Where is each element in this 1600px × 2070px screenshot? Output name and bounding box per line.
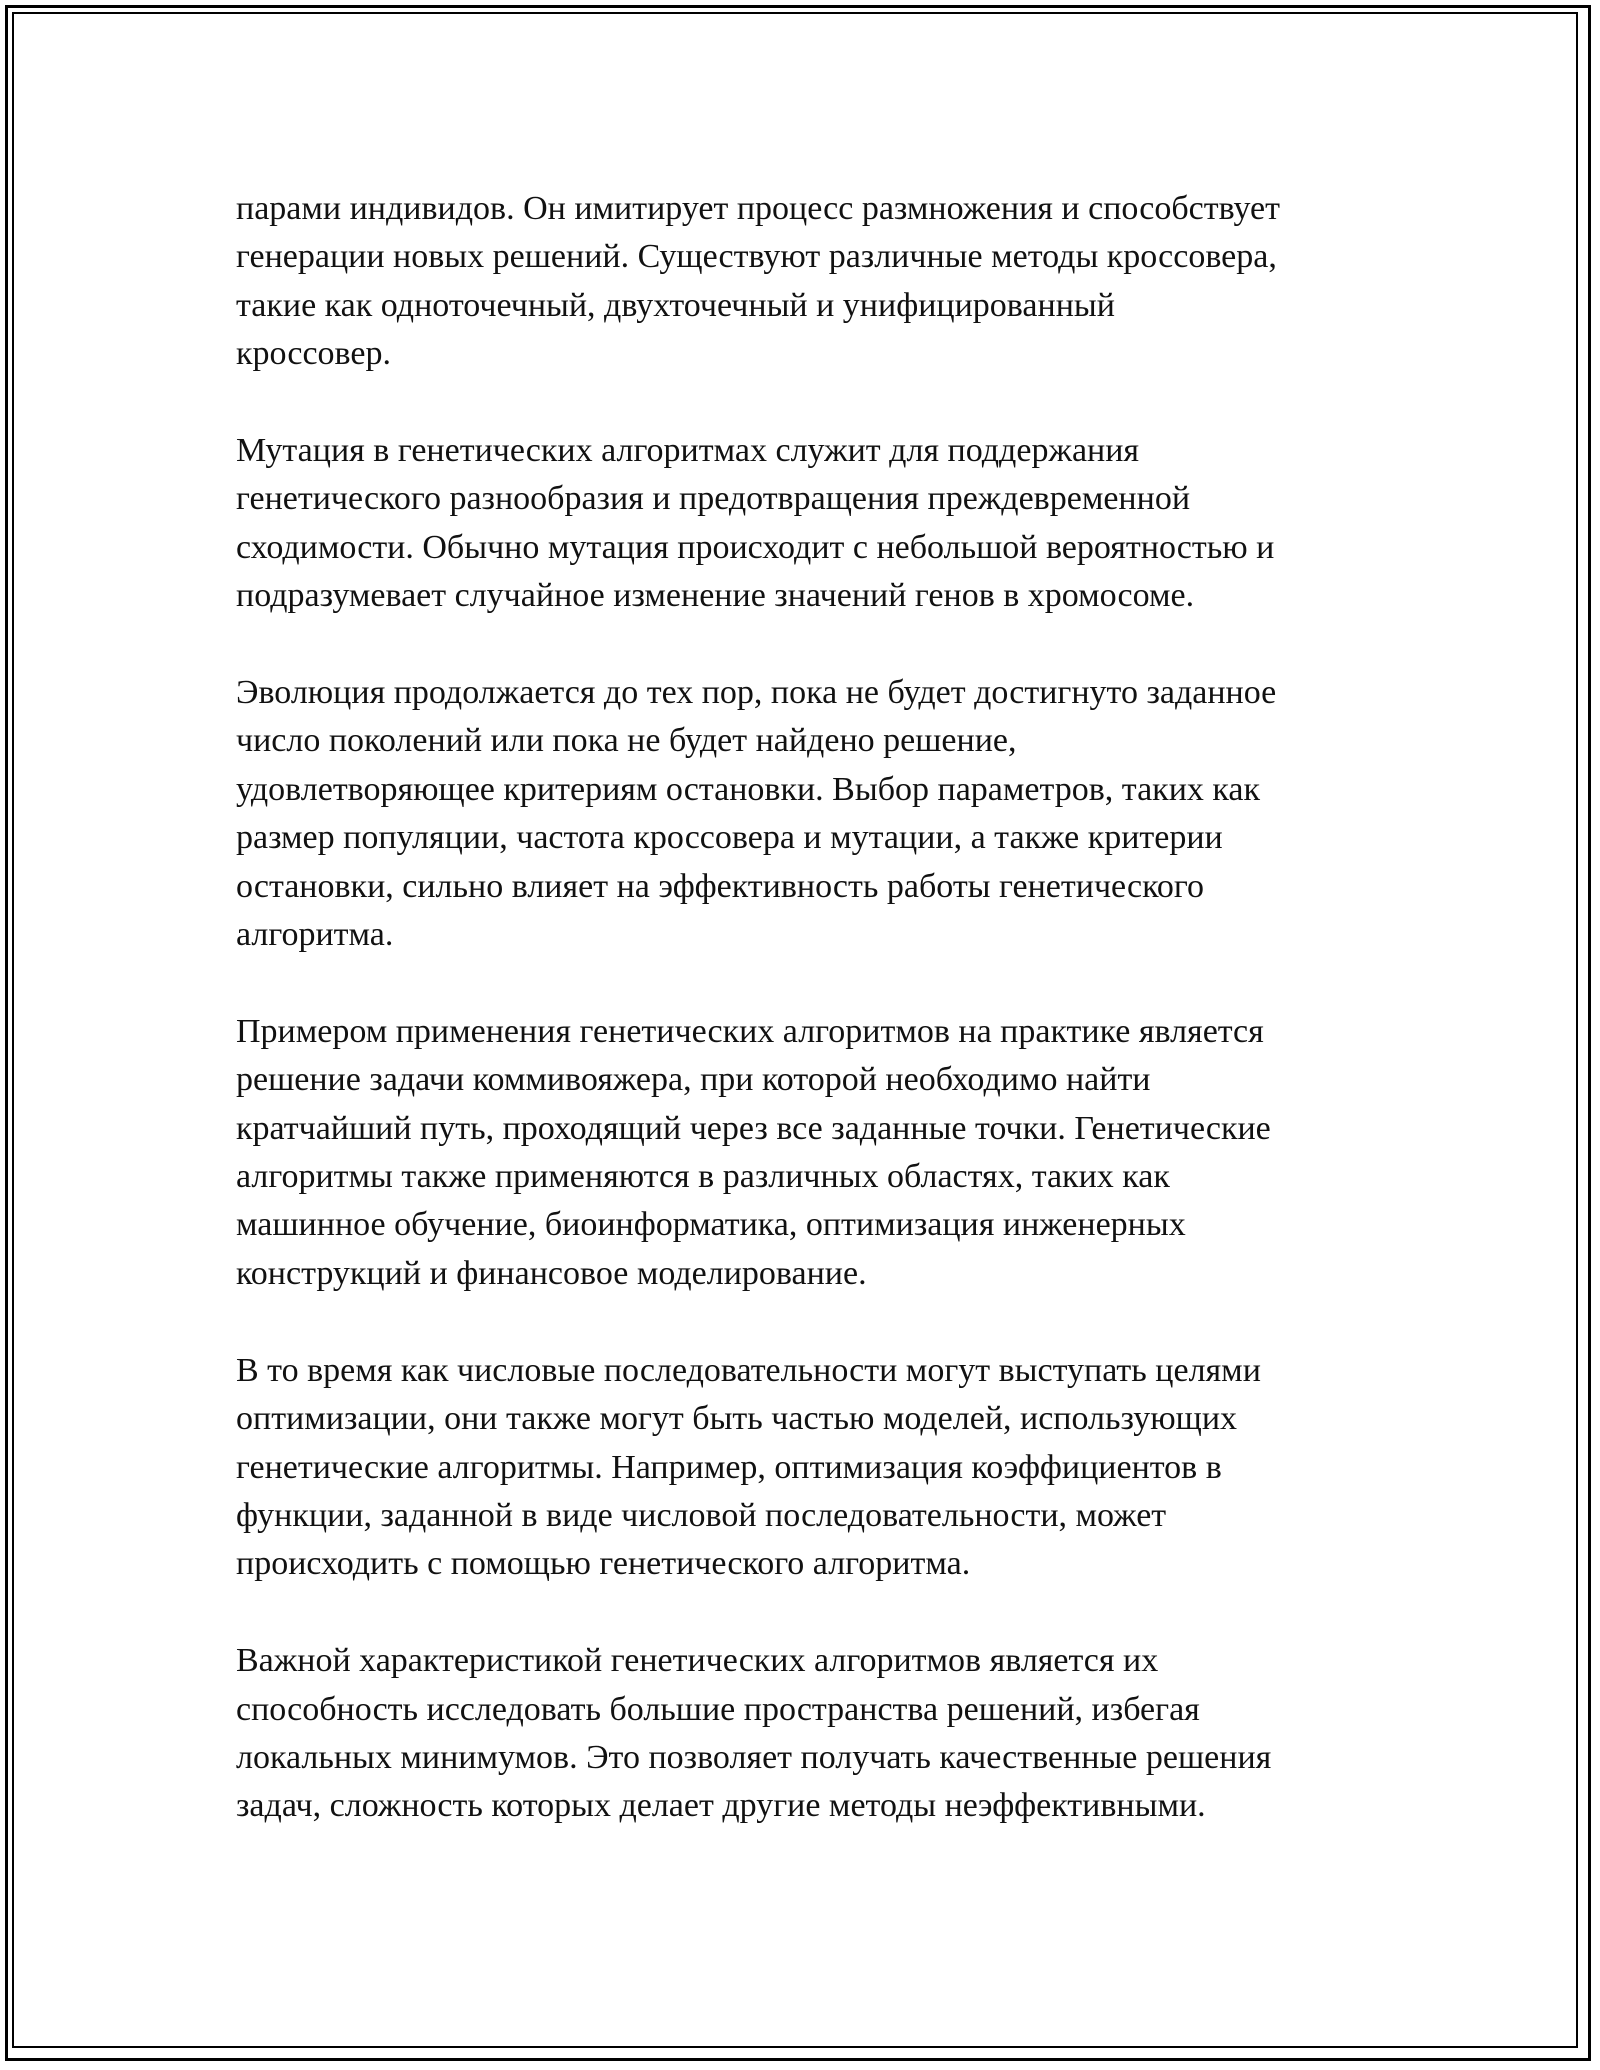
text-line: сходимости. Обычно мутация происходит с небольшой вероятностью и xyxy=(236,528,1275,566)
paragraph-characteristics xyxy=(236,1637,1396,1831)
text-line: кратчайший путь, проходящий через все заданные точки. Генетические xyxy=(236,1109,1271,1147)
text-line: остановки, сильно влияет на эффективность работы генетического xyxy=(236,867,1204,905)
text-line: решение задачи коммивояжера, при которой необходимо найти xyxy=(236,1061,1151,1099)
text-line: подразумевает случайное изменение значений генов в хромосоме. xyxy=(236,577,1195,615)
text-line: оптимизации, они также могут быть частью моделей, использующих xyxy=(236,1400,1238,1438)
text-line: парами индивидов. Он имитирует процесс размножения и способствует xyxy=(236,190,1280,227)
text-line: алгоритмы также применяются в различных областях, таких как xyxy=(236,1158,1170,1196)
text-line: функции, заданной в виде числовой последовательности, может xyxy=(236,1496,1167,1534)
paragraph-sequences xyxy=(236,1347,1396,1589)
text-line: генерации новых решений. Существуют различные методы кроссовера, xyxy=(236,238,1277,276)
text-line: локальных минимумов. Это позволяет получать качественные решения xyxy=(236,1738,1272,1776)
text-line: Примером применения генетических алгоритмов на практике является xyxy=(236,1012,1264,1050)
text-line: конструкций и финансовое моделирование. xyxy=(236,1254,867,1292)
document-body xyxy=(236,185,1396,1879)
text-line: генетического разнообразия и предотвращения преждевременной xyxy=(236,480,1191,518)
text-line: генетические алгоритмы. Например, оптимизация коэффициентов в xyxy=(236,1448,1222,1486)
text-line: Важной характеристикой генетических алгоритмов является их xyxy=(236,1642,1159,1680)
paragraph-crossover xyxy=(236,185,1396,379)
text-line: машинное обучение, биоинформатика, оптимизация инженерных xyxy=(236,1206,1186,1244)
paragraph-mutation xyxy=(236,427,1396,621)
text-line: задач, сложность которых делает другие методы неэффективными. xyxy=(236,1787,1206,1825)
paragraph-applications xyxy=(236,1008,1396,1298)
text-line: такие как одноточечный, двухточечный и унифицированный xyxy=(236,286,1115,324)
text-line: Мутация в генетических алгоритмах служит для поддержания xyxy=(236,432,1140,470)
text-line: число поколений или пока не будет найдено решение, xyxy=(236,722,1017,760)
text-line: кроссовер. xyxy=(236,335,391,373)
text-line: В то время как числовые последовательности могут выступать целями xyxy=(236,1351,1261,1389)
text-line: происходить с помощью генетического алгоритма. xyxy=(236,1545,971,1583)
text-line: размер популяции, частота кроссовера и мутации, а также критерии xyxy=(236,819,1223,857)
text-line: способность исследовать большие пространства решений, избегая xyxy=(236,1690,1200,1728)
text-line: удовлетворяющее критериям остановки. Выбор параметров, таких как xyxy=(236,770,1261,808)
paragraph-evolution xyxy=(236,669,1396,959)
text-line: Эволюция продолжается до тех пор, пока не будет достигнуто заданное xyxy=(236,674,1277,712)
text-line: алгоритма. xyxy=(236,916,394,954)
